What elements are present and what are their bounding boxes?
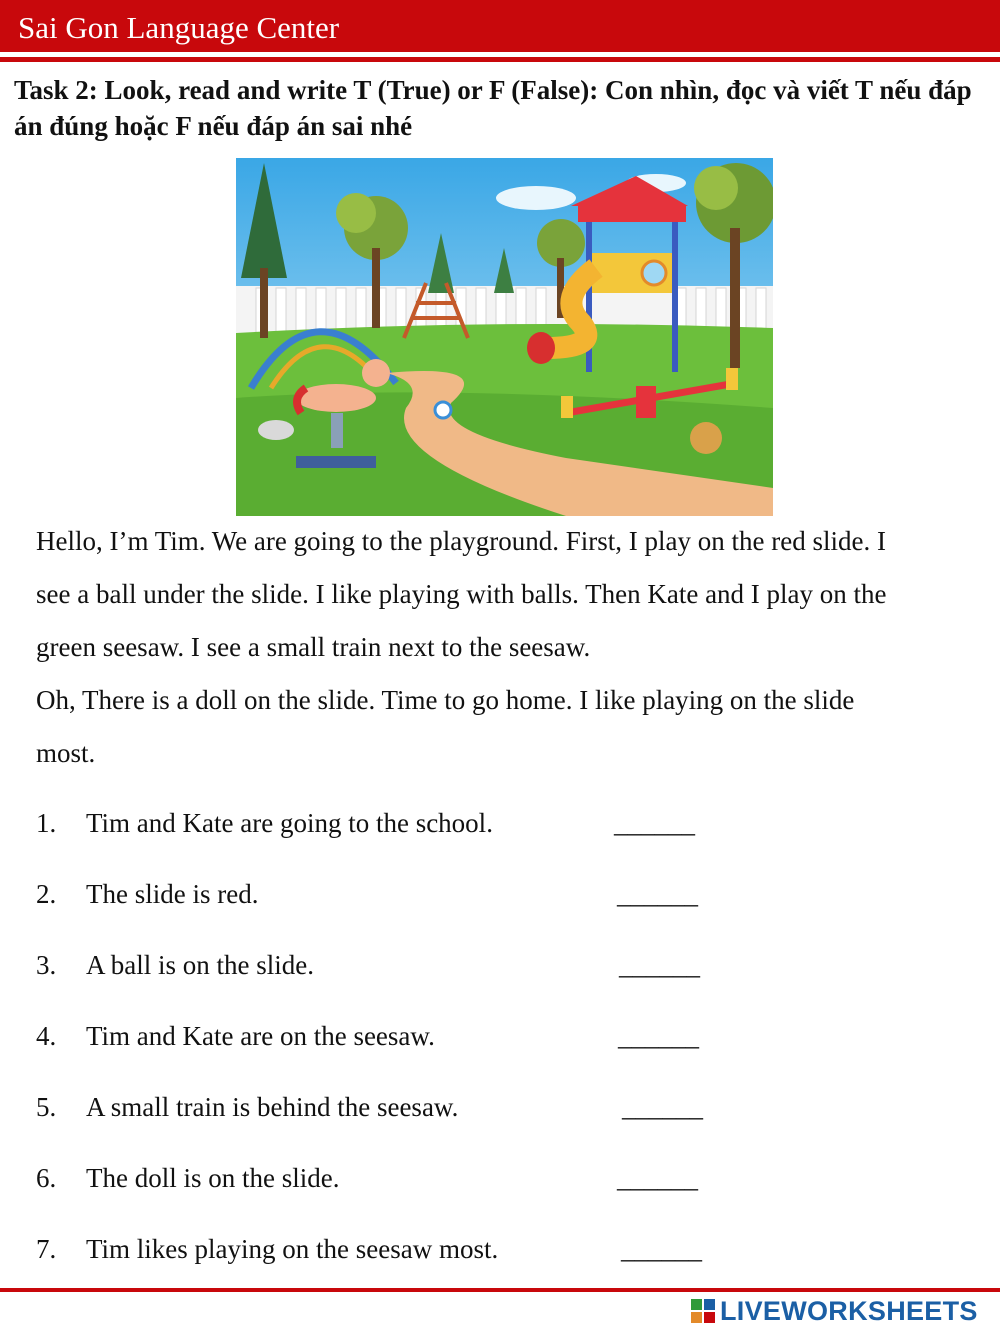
answer-blank[interactable]: ______ [617,879,698,909]
question-text: The slide is red. [86,879,259,909]
question-number: 1. [36,808,57,838]
passage-line: most. [36,738,96,768]
question-text: A small train is behind the seesaw. [86,1092,459,1122]
passage-line: see a ball under the slide. I like playing with balls. Then Kate and I play on the [36,579,887,609]
liveworksheets-logo-icon [690,1298,716,1324]
brand-name: LIVEWORKSHEETS [720,1295,978,1326]
passage-line: Oh, There is a doll on the slide. Time to go home. I like playing on the slide [36,685,855,715]
header-bar [0,0,1000,52]
footer-divider [0,1288,1000,1292]
answer-blank[interactable]: ______ [618,1021,699,1051]
question-text: The doll is on the slide. [86,1163,340,1193]
passage-line: green seesaw. I see a small train next to the seesaw. [36,632,591,662]
question-number: 5. [36,1092,57,1122]
question-number: 4. [36,1021,57,1051]
header-divider [0,57,1000,62]
liveworksheets-brand[interactable] [690,1295,978,1327]
question-number: 6. [36,1163,57,1193]
answer-blank[interactable]: ______ [619,950,700,980]
reading-passage [36,515,1000,780]
answer-blank[interactable]: ______ [621,1234,702,1264]
answer-blank[interactable]: ______ [622,1092,703,1122]
question-number: 7. [36,1234,57,1264]
question-number: 2. [36,879,57,909]
question-text: A ball is on the slide. [86,950,314,980]
answer-blank[interactable]: ______ [614,808,695,838]
question-text: Tim and Kate are going to the school. [86,808,493,838]
playground-illustration [236,158,773,516]
task-instruction: Task 2: Look, read and write T (True) or F (False): Con nhìn, đọc và viết T nếu đáp án đúng hoặc F nếu đáp án sai nhé [14,75,972,141]
answer-blank[interactable]: ______ [617,1163,698,1193]
center-name: Sai Gon Language Center [18,10,340,45]
question-number: 3. [36,950,57,980]
question-text: Tim likes playing on the seesaw most. [86,1234,499,1264]
question-text: Tim and Kate are on the seesaw. [86,1021,435,1051]
passage-line: Hello, I’m Tim. We are going to the playground. First, I play on the red slide. I [36,526,886,556]
